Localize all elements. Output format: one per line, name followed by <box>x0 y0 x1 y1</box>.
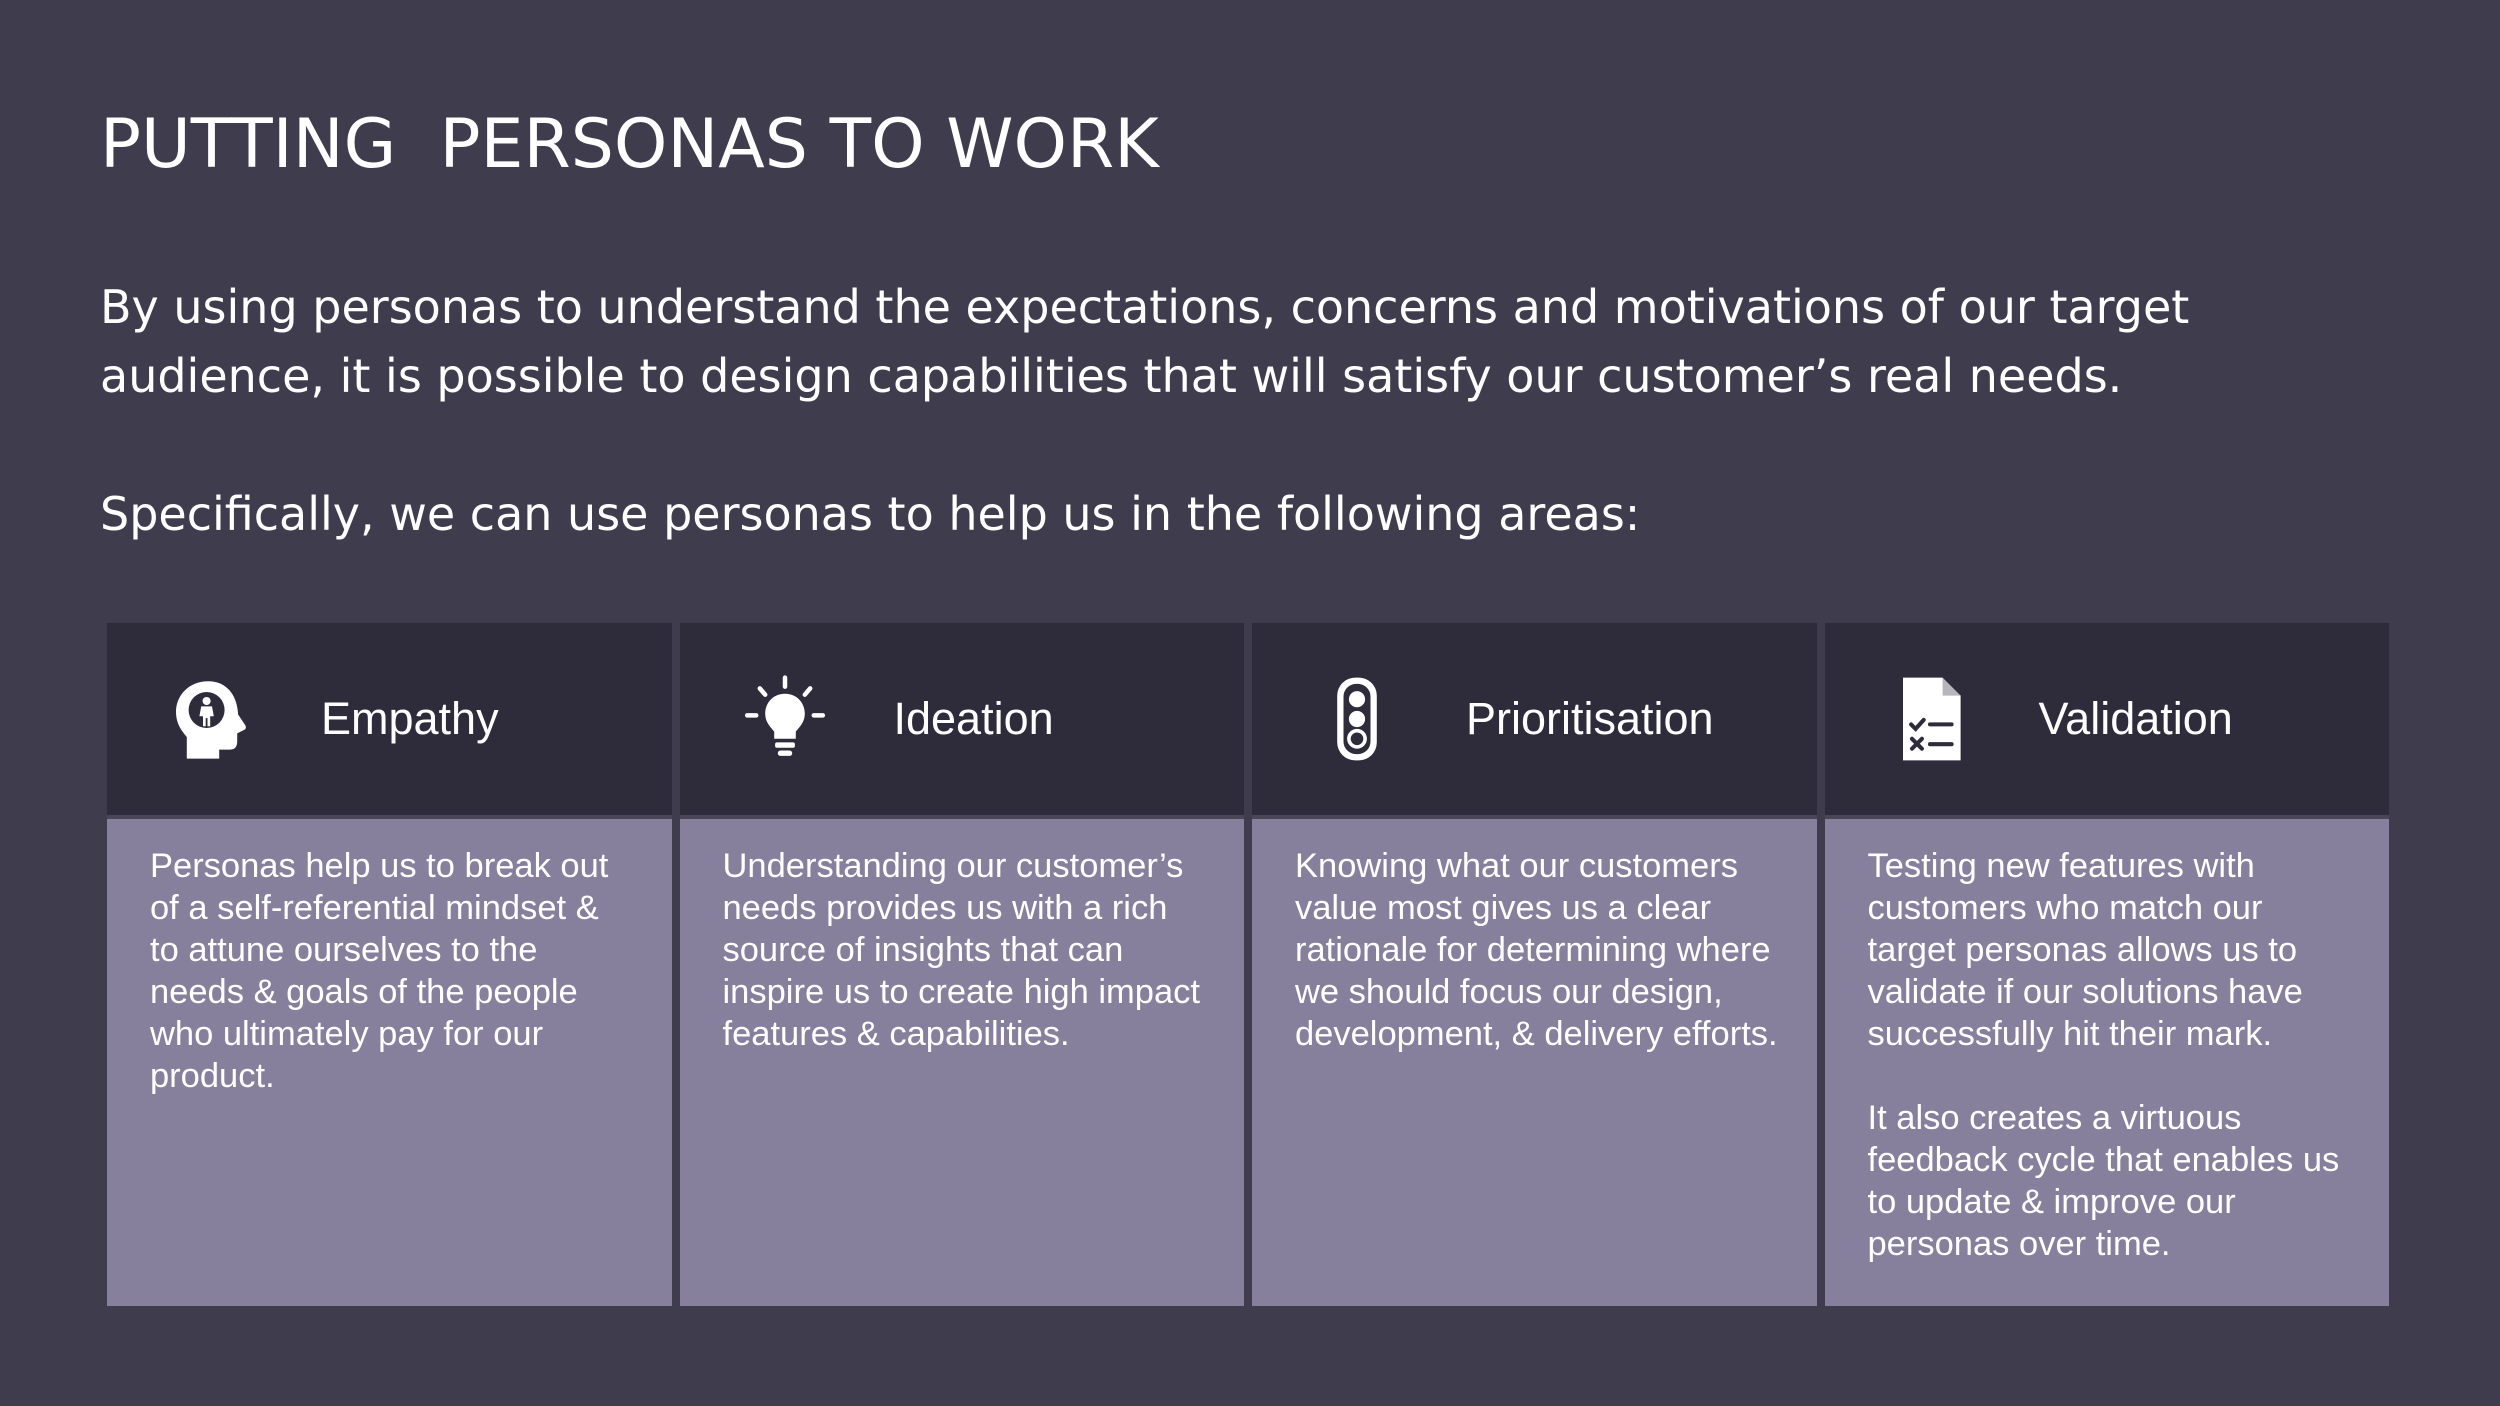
card-header <box>107 623 672 819</box>
card-empathy <box>107 623 672 1306</box>
card-validation <box>1825 623 2390 1306</box>
persona-areas <box>107 623 2389 1306</box>
card-title: Prioritisation <box>1466 693 1714 744</box>
card-description: Testing new features with customers who match our target personas allows us to validate if our solutions have successfully hit their mark. It also creates a virtuous feedback cycle that enables us to update & improve our personas over time. <box>1825 819 2390 1306</box>
card-ideation <box>680 623 1245 1306</box>
traffic-light-icon <box>1312 674 1402 764</box>
lightbulb-icon <box>740 674 830 764</box>
card-header <box>1825 623 2390 819</box>
card-title: Ideation <box>893 693 1054 744</box>
card-description: Knowing what our customers value most gives us a clear rationale for determining where we should focus our design, development, & delivery efforts. <box>1252 819 1817 1306</box>
card-title: Empathy <box>321 693 499 744</box>
head-person-icon <box>167 674 257 764</box>
checklist-document-icon <box>1885 674 1975 764</box>
intro-paragraph-2: Specifically, we can use personas to help us in the following areas: <box>100 487 1641 541</box>
card-description: Understanding our customer’s needs provides us with a rich source of insights that can inspire us to create high impact features & capabilities. <box>680 819 1245 1306</box>
intro-paragraph-1: By using personas to understand the expectations, concerns and motivations of our target audience, it is possible to design capabilities that will satisfy our customer’s real needs. <box>100 280 2190 403</box>
card-title: Validation <box>2038 693 2233 744</box>
intro-text <box>100 273 2400 549</box>
card-description: Personas help us to break out of a self-referential mindset & to attune ourselves to the needs & goals of the people who ultimately pay for our product. <box>107 819 672 1306</box>
page-title: PUTTING PERSONAS TO WORK <box>100 105 1159 184</box>
card-header <box>1252 623 1817 819</box>
card-header <box>680 623 1245 819</box>
card-prioritisation <box>1252 623 1817 1306</box>
